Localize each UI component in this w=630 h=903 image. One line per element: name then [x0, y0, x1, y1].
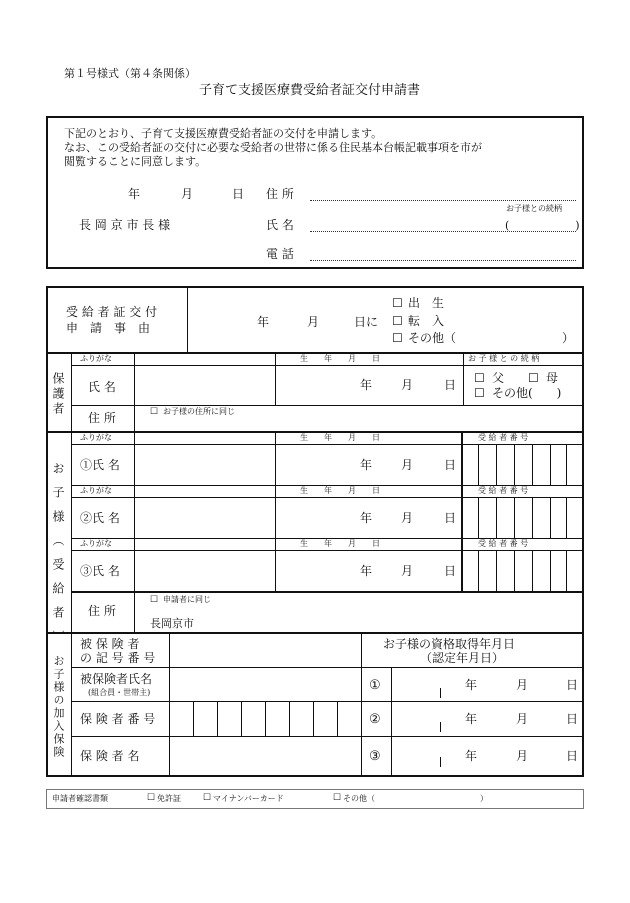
acquisition-row-3-label: ③	[369, 749, 381, 764]
verification-mynumber-label: マイナンバーカード	[213, 794, 284, 803]
reason-other-label: その他（	[408, 331, 457, 345]
relationship-field[interactable]: ( )	[505, 219, 580, 232]
date-month: 月	[181, 187, 194, 201]
guardian-furigana-label: ふりがな	[80, 354, 112, 363]
acquisition-row-3-year: 年	[465, 749, 478, 763]
acquisition-row-2-year: 年	[465, 712, 478, 726]
acquisition-row-2-month: 月	[516, 712, 529, 726]
reason-other-close: ）	[562, 331, 575, 345]
child-2-birth-day: 日	[444, 511, 457, 525]
verification-label: 申請者確認書類	[52, 794, 108, 803]
acquisition-row-1-year: 年	[465, 678, 478, 692]
verification-other-label: その他（	[343, 794, 375, 803]
child-3-birth-header: 生 年 月 日	[300, 539, 380, 548]
applicant-phone-label: 電 話	[266, 247, 294, 261]
guardian-address-label: 住 所	[88, 411, 116, 425]
child-2-name-label: ②氏 名	[80, 511, 120, 525]
child-2-recipient-header: 受 給 者 番 号	[478, 486, 529, 495]
child-3-recipient-header: 受 給 者 番 号	[478, 539, 529, 548]
child-1-recipient-header: 受 給 者 番 号	[478, 433, 529, 442]
child-3-name-label: ③氏 名	[80, 564, 120, 578]
form-number: 第１号様式（第４条関係）	[64, 67, 196, 80]
reason-other-checkbox[interactable]	[392, 332, 403, 344]
guardian-name-label: 氏 名	[88, 380, 116, 394]
guardian-same-address-label: お子様の住所に同じ	[163, 407, 235, 416]
addressee: 長 岡 京 市 長 様	[79, 218, 171, 232]
guardian-same-address-checkbox[interactable]	[150, 408, 158, 417]
reason-month: 月	[307, 315, 320, 329]
intro-line-1: 下記のとおり、子育て支援医療費受給者証の交付を申請します。	[64, 127, 383, 140]
reason-label-1: 受 給 者 証 交 付	[66, 305, 158, 319]
acquisition-row-1-day: 日	[566, 678, 579, 692]
applicant-address-label: 住 所	[266, 187, 294, 201]
reason-transfer-checkbox[interactable]	[392, 315, 403, 327]
insurer-name-label: 保 険 者 名	[80, 749, 140, 763]
verification-box	[46, 789, 584, 809]
child-same-as-applicant-label: 申請者に同じ	[163, 595, 211, 604]
child-same-as-applicant-checkbox[interactable]	[150, 596, 158, 605]
child-3-birth-month: 月	[401, 564, 414, 578]
verification-other-checkbox[interactable]	[333, 794, 341, 803]
acquisition-row-2-day: 日	[566, 712, 579, 726]
insured-symbol-label-2: の 記 号 番 号	[80, 651, 156, 665]
child-1-birth-header: 生 年 月 日	[300, 433, 380, 442]
guardian-other-checkbox[interactable]	[474, 387, 485, 399]
verification-license-checkbox[interactable]	[147, 794, 155, 803]
acquisition-header-1: お子様の資格取得年月日	[383, 637, 516, 651]
reason-label-2: 申 請 事 由	[66, 321, 151, 335]
guardian-mother-checkbox[interactable]	[528, 372, 539, 384]
relationship-note: お子様との続柄	[506, 204, 562, 213]
acquisition-row-1-month: 月	[516, 678, 529, 692]
guardian-section-label: 保護者	[51, 372, 65, 417]
intro-line-3: 閲覧することに同意します。	[64, 155, 207, 168]
guardian-birth-month: 月	[401, 378, 414, 392]
reason-transfer-label: 転 入	[408, 314, 445, 328]
reason-day-ni: 日に	[354, 315, 379, 329]
child-3-furigana-label: ふりがな	[80, 539, 112, 548]
guardian-relation-header: お 子 様 と の 続 柄	[468, 354, 540, 363]
reason-birth-label: 出 生	[408, 296, 445, 310]
reason-birth-checkbox[interactable]	[392, 297, 403, 309]
child-1-furigana-label: ふりがな	[80, 433, 112, 442]
insured-symbol-label-1: 被 保 険 者	[80, 637, 140, 651]
child-1-birth-day: 日	[444, 458, 457, 472]
guardian-birth-day: 日	[444, 378, 457, 392]
reason-year: 年	[257, 315, 270, 329]
children-section-label: お子様（受給者）	[51, 462, 65, 654]
verification-mynumber-checkbox[interactable]	[203, 794, 211, 803]
child-city: 長岡京市	[150, 617, 194, 630]
guardian-other-label: その他( )	[492, 386, 562, 400]
child-1-birth-year: 年	[360, 458, 373, 472]
applicant-address-field[interactable]	[310, 200, 576, 201]
applicant-phone-field[interactable]	[310, 260, 576, 261]
insured-name-sub: (組合員・世帯主)	[88, 688, 151, 697]
child-2-birth-month: 月	[401, 511, 414, 525]
guardian-birth-header: 生 年 月 日	[300, 354, 380, 363]
intro-line-2: なお、この受給者証の交付に必要な受給者の世帯に係る住民基本台帳記載事項を市が	[64, 141, 482, 154]
verification-license-label: 免許証	[157, 794, 181, 803]
child-address-label: 住 所	[88, 604, 116, 618]
acquisition-header-2: （認定年月日）	[420, 651, 505, 665]
child-2-birth-header: 生 年 月 日	[300, 486, 380, 495]
acquisition-row-3-day: 日	[566, 749, 579, 763]
date-year: 年	[128, 187, 141, 201]
applicant-name-field[interactable]	[310, 231, 576, 232]
child-1-name-label: ①氏 名	[80, 458, 120, 472]
guardian-birth-year: 年	[360, 378, 373, 392]
verification-other-close: ）	[480, 794, 488, 803]
guardian-father-label: 父	[492, 371, 505, 385]
child-3-birth-year: 年	[360, 564, 373, 578]
applicant-name-label: 氏 名	[266, 218, 294, 232]
child-3-birth-day: 日	[444, 564, 457, 578]
insured-name-label: 被保険者氏名	[80, 672, 153, 686]
date-day: 日	[232, 187, 245, 201]
insurer-number-label: 保 険 者 番 号	[80, 712, 156, 726]
acquisition-row-2-label: ②	[369, 712, 381, 727]
child-2-birth-year: 年	[360, 511, 373, 525]
guardian-father-checkbox[interactable]	[474, 372, 485, 384]
acquisition-row-1-label: ①	[369, 678, 381, 693]
child-1-birth-month: 月	[401, 458, 414, 472]
insurance-section-label: お子様の加入保険	[52, 655, 65, 759]
acquisition-row-3-month: 月	[516, 749, 529, 763]
form-title: 子育て支援医療費受給者証交付申請書	[199, 83, 421, 98]
guardian-mother-label: 母	[546, 371, 559, 385]
child-2-furigana-label: ふりがな	[80, 486, 112, 495]
